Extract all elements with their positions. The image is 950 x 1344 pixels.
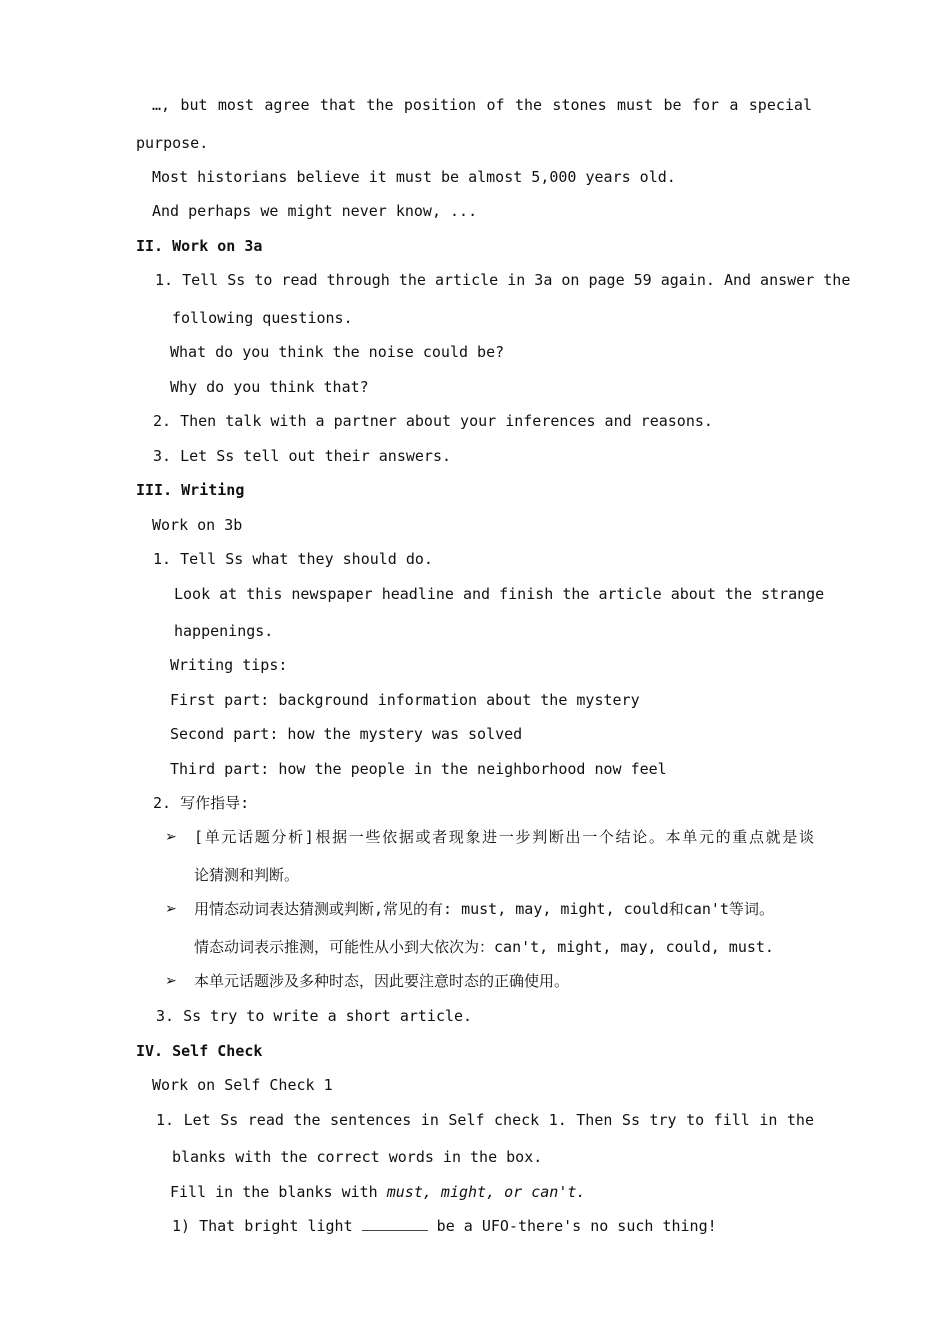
self-check-item-1-line-1: 1. Let Ss read the sentences in Self check 1. Then Ss try to fill in the bbox=[156, 1111, 814, 1129]
fill-instruction-prefix: Fill in the blanks with bbox=[170, 1183, 387, 1201]
writing-look-line-2: happenings. bbox=[174, 622, 274, 640]
writing-subheading: Work on 3b bbox=[152, 516, 243, 534]
exercise-1-suffix: be a UFO-there's no such thing! bbox=[427, 1217, 717, 1235]
arrow-bullet-icon: ➢ bbox=[165, 829, 177, 845]
3a-item-1-line-2: following questions. bbox=[172, 309, 353, 327]
intro-line-1: …, but most agree that the position of the stones must be for a special bbox=[152, 96, 812, 114]
3a-question-2: Why do you think that? bbox=[170, 378, 369, 396]
writing-tip-3: Third part: how the people in the neighborhood now feel bbox=[170, 760, 667, 778]
fill-instruction-options: must, might, or can't. bbox=[386, 1183, 586, 1201]
exercise-1-blank bbox=[362, 1216, 428, 1231]
writing-item-2: 2. 写作指导: bbox=[153, 794, 250, 812]
writing-look-line-1: Look at this newspaper headline and finish the article about the strange bbox=[174, 585, 825, 603]
self-check-subheading: Work on Self Check 1 bbox=[152, 1076, 333, 1094]
bullet-1-line-2: 论猜测和判断。 bbox=[194, 866, 300, 884]
bullet-2-line-2: 情态动词表示推测，可能性从小到大依次为：can't, might, may, could, must. bbox=[194, 938, 774, 956]
bullet-3: 本单元话题涉及多种时态，因此要注意时态的正确使用。 bbox=[194, 972, 570, 990]
intro-line-2: purpose. bbox=[136, 134, 209, 152]
3a-question-1: What do you think the noise could be? bbox=[170, 343, 505, 361]
fill-instruction bbox=[170, 1182, 585, 1202]
writing-tip-1: First part: background information about the mystery bbox=[170, 691, 640, 709]
intro-line-4: And perhaps we might never know, ... bbox=[152, 202, 478, 220]
section-heading-writing: III. Writing bbox=[136, 481, 245, 499]
bullet-1-line-1: [单元话题分析]根据一些依据或者现象进一步判断出一个结论。本单元的重点就是谈 bbox=[194, 828, 814, 846]
writing-item-1: 1. Tell Ss what they should do. bbox=[153, 550, 433, 568]
exercise-1-prefix: 1) That bright light bbox=[172, 1217, 362, 1235]
exercise-1 bbox=[172, 1216, 717, 1236]
3a-item-1-line-1: 1. Tell Ss to read through the article in 3a on page 59 again. And answer the bbox=[155, 271, 851, 289]
3a-item-3: 3. Let Ss tell out their answers. bbox=[153, 447, 452, 465]
3a-item-2: 2. Then talk with a partner about your inferences and reasons. bbox=[153, 412, 713, 430]
arrow-bullet-icon: ➢ bbox=[165, 901, 177, 917]
writing-item-3: 3. Ss try to write a short article. bbox=[156, 1007, 473, 1025]
writing-tip-2: Second part: how the mystery was solved bbox=[170, 725, 523, 743]
writing-tips-label: Writing tips: bbox=[170, 656, 288, 674]
arrow-bullet-icon: ➢ bbox=[165, 973, 177, 989]
self-check-item-1-line-2: blanks with the correct words in the box. bbox=[172, 1148, 543, 1166]
section-heading-work-on-3a: II. Work on 3a bbox=[136, 237, 263, 255]
bullet-2-line-1: 用情态动词表达猜测或判断,常见的有: must, may, might, could和can't等词。 bbox=[194, 900, 774, 918]
intro-line-3: Most historians believe it must be almost 5,000 years old. bbox=[152, 168, 676, 186]
section-heading-self-check: IV. Self Check bbox=[136, 1042, 263, 1060]
